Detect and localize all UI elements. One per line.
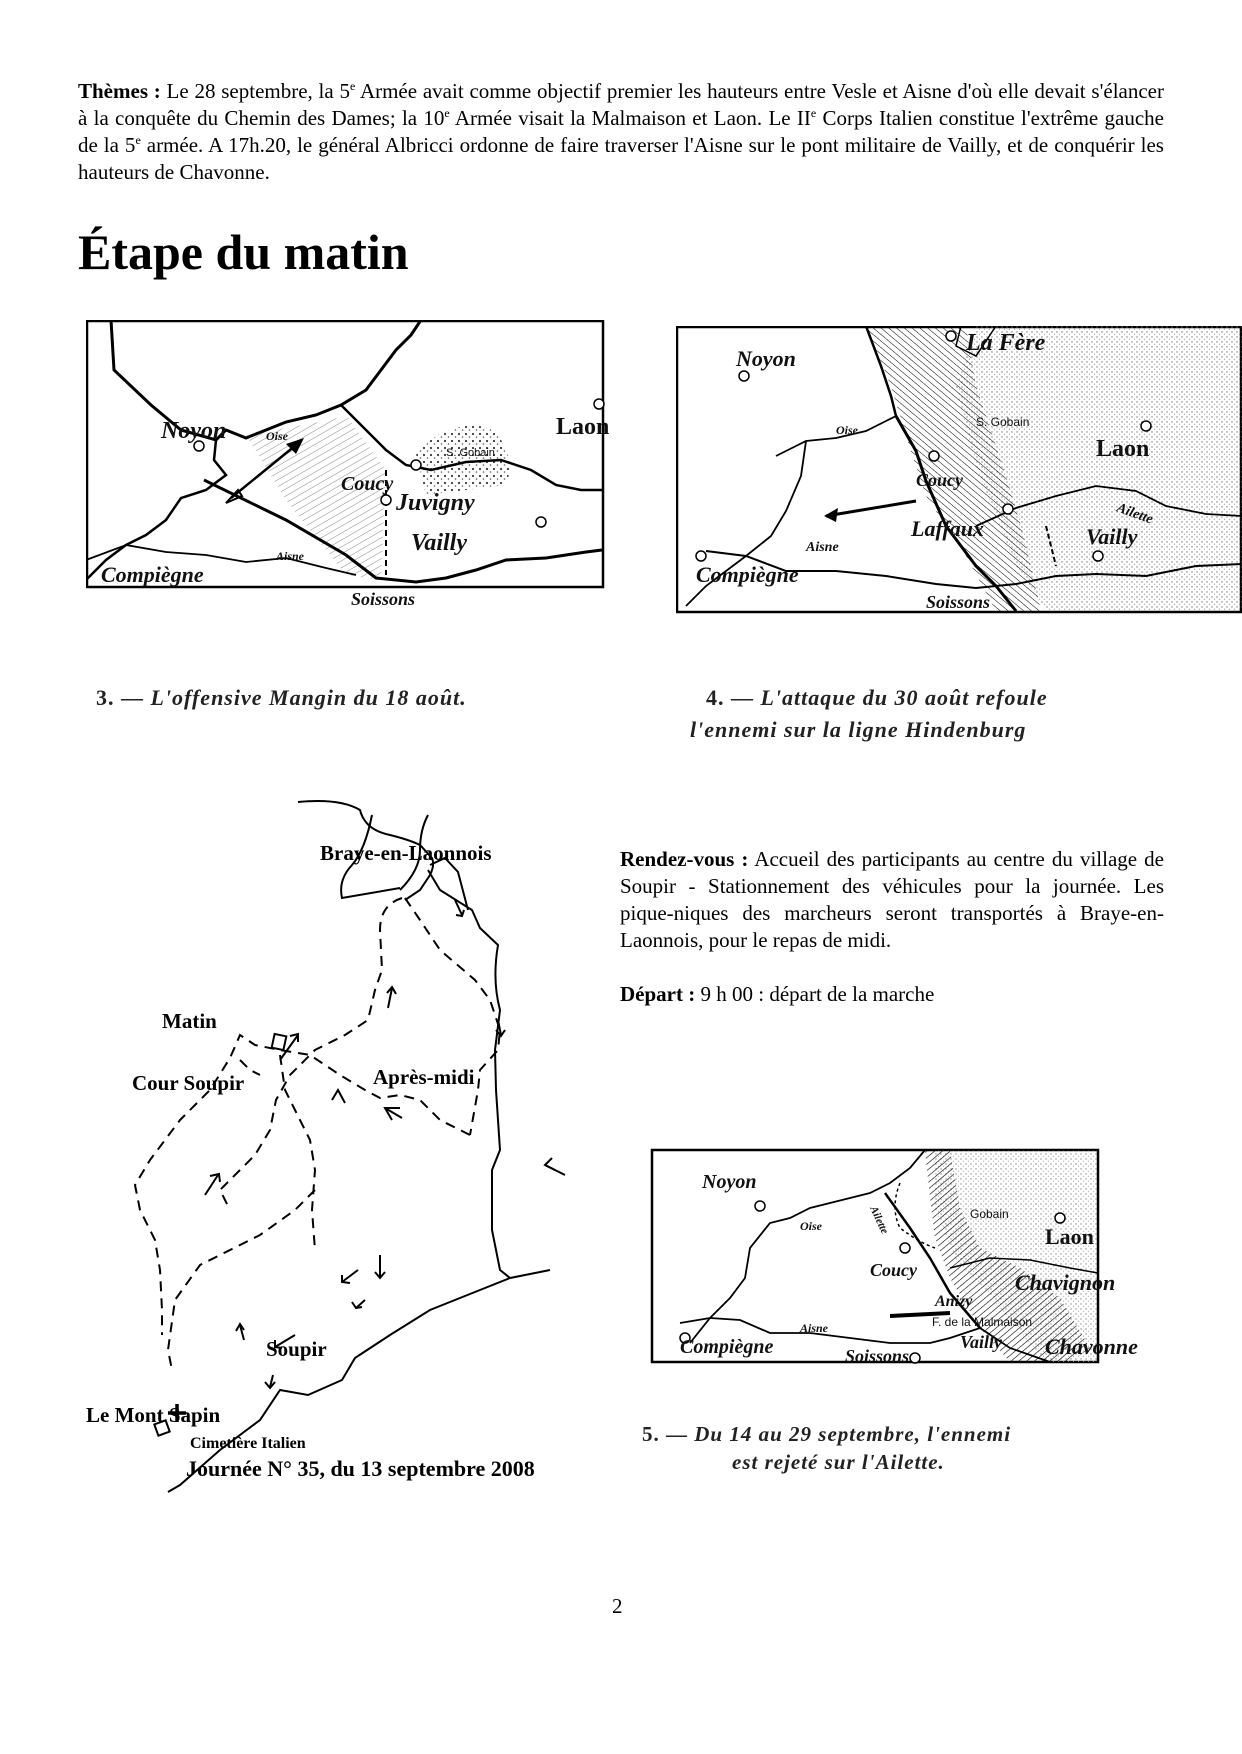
label-soupir: Soupir [266,1337,327,1361]
map-14-29-septembre [650,1148,1170,1368]
label-juvigny: Juvigny [396,490,475,516]
caption-text: Du 14 au 29 septembre, l'ennemi [694,1422,1012,1446]
label-compiegne: Compiègne [680,1336,774,1358]
town-marker-icon [900,1243,910,1253]
label-ailette: Ailette [1114,500,1155,528]
caption-line-2: l'ennemi sur la ligne Hindenburg [690,717,1027,742]
caption-map-5 [642,1420,1011,1476]
themes-text-4: Corps Italien constitue l'extrême gauche de la 5 [78,106,1164,157]
label-gobain: S. Gobain [976,415,1030,429]
label-chavonne: Chavonne [1045,1334,1138,1359]
page-title: Étape du matin [78,224,409,280]
themes-text-3: Armée visait la Malmaison et Laon. Le II [449,106,811,130]
themes-label: Thèmes : [78,79,161,103]
label-apres-midi: Après-midi [373,1065,475,1089]
label-laon: Laon [1096,436,1150,462]
label-laon: Laon [556,414,610,440]
label-noyon: Noyon [702,1171,757,1193]
info-block [620,846,1164,1035]
town-marker-icon [696,551,706,561]
caption-map-3 [96,682,467,714]
label-vailly: Vailly [1086,524,1138,549]
label-vailly: Vailly [411,530,468,556]
town-marker-icon [1003,504,1013,514]
themes-text-5: armée. A 17h.20, le général Albricci ordonne de faire traverser l'Aisne sur le pont militaire de Vailly, et de conquérir les hauteurs de Chavonne. [78,133,1164,184]
label-aisne: Aisne [806,540,839,555]
rendez-vous-paragraph [620,846,1164,954]
label-oise: Oise [266,429,288,443]
rendez-vous-label: Rendez-vous : [620,847,749,871]
label-aisne: Aisne [276,549,305,563]
label-anizy: Anizy [935,1293,973,1310]
rendez-vous-text: Accueil des participants au centre du village de Soupir - Stationnement des véhicules pour la journée. Les pique-niques des marcheurs seront transportés à Braye-en-Laonnois, pour le repas de midi. [620,847,1164,952]
label-coucy: Coucy [870,1260,917,1280]
town-marker-icon [946,331,956,341]
town-marker-icon [910,1353,920,1363]
caption-number: 5. — [642,1422,688,1446]
route-map-drawing [80,790,620,1510]
label-chavignon: Chavignon [1015,1270,1116,1295]
label-ailette: Ailette [867,1204,891,1236]
label-compiegne: Compiègne [101,562,204,587]
map-3-drawing [86,320,630,610]
themes-text-2: Armée avait comme objectif premier les hauteurs entre Vesle et Aisne d'où elle devait s'élancer à la conquête du Chemin des Dames; la 10 [78,79,1164,130]
superscript: e [135,133,141,147]
caption-line-1 [642,1420,1011,1448]
caption-text: L'attaque du 30 août refoule [760,685,1048,710]
label-soissons: Soissons [351,589,416,609]
depart-paragraph [620,981,1164,1008]
superscript: e [810,106,817,120]
caption-line-2: est rejeté sur l'Ailette. [732,1450,945,1474]
town-marker-icon [755,1201,765,1211]
caption-number: 4. — [706,685,754,710]
caption-line-1 [706,682,1048,714]
label-gobain: Gobain [970,1207,1009,1221]
town-marker-icon [411,460,421,470]
town-marker-icon [594,399,604,409]
town-marker-icon [1093,551,1103,561]
label-noyon: Noyon [736,346,796,371]
town-marker-icon [1055,1213,1065,1223]
themes-paragraph [78,78,1164,186]
depart-label: Départ : [620,982,696,1006]
label-soissons: Soissons [926,592,991,612]
themes-text-1: Le 28 septembre, la 5 [160,79,350,103]
label-malmaison: F. de la Malmaison [932,1315,1033,1329]
label-cour-soupir: Cour Soupir [132,1071,245,1095]
superscript: e [350,79,356,93]
caption-map-4 [690,682,1048,746]
town-marker-icon [381,495,391,505]
label-coucy: Coucy [341,473,394,495]
map-5-drawing [650,1148,1170,1368]
label-matin: Matin [162,1009,217,1033]
label-braye-en-laonnois: Braye-en-Laonnois [320,841,492,865]
map-offensive-mangin [86,320,630,610]
label-la-fere: La Fère [966,330,1046,356]
town-marker-icon [929,451,939,461]
label-vailly: Vailly [960,1332,1003,1352]
building-icon [272,1034,287,1050]
label-coucy: Coucy [916,470,963,490]
town-marker-icon [536,517,546,527]
map-4-drawing [676,326,1242,616]
superscript: e [444,106,450,120]
route-map-footer: Journée N° 35, du 13 septembre 2008 [186,1456,535,1481]
label-noyon: Noyon [161,418,227,444]
label-oise: Oise [800,1219,822,1233]
label-aisne: Aisne [800,1321,829,1335]
map-attaque-30-aout [676,326,1242,616]
caption-text: L'offensive Mangin du 18 août. [150,685,467,710]
depart-text: 9 h 00 : départ de la marche [695,982,935,1006]
town-marker-icon [739,371,749,381]
label-le-mont-sapin: Le Mont Sapin [86,1403,221,1427]
caption-number: 3. — [96,685,144,710]
town-marker-icon [1141,421,1151,431]
label-compiegne: Compiègne [696,562,799,587]
label-soissons: Soissons [845,1346,910,1366]
route-map [80,790,620,1510]
page-number: 2 [612,1594,623,1618]
label-cimetiere-italien: Cimetière Italien [190,1435,306,1452]
label-oise: Oise [836,423,858,437]
label-gobain: S. Gobain [446,447,495,459]
label-laon: Laon [1045,1224,1094,1249]
label-laffaux: Laffaux [911,516,984,541]
